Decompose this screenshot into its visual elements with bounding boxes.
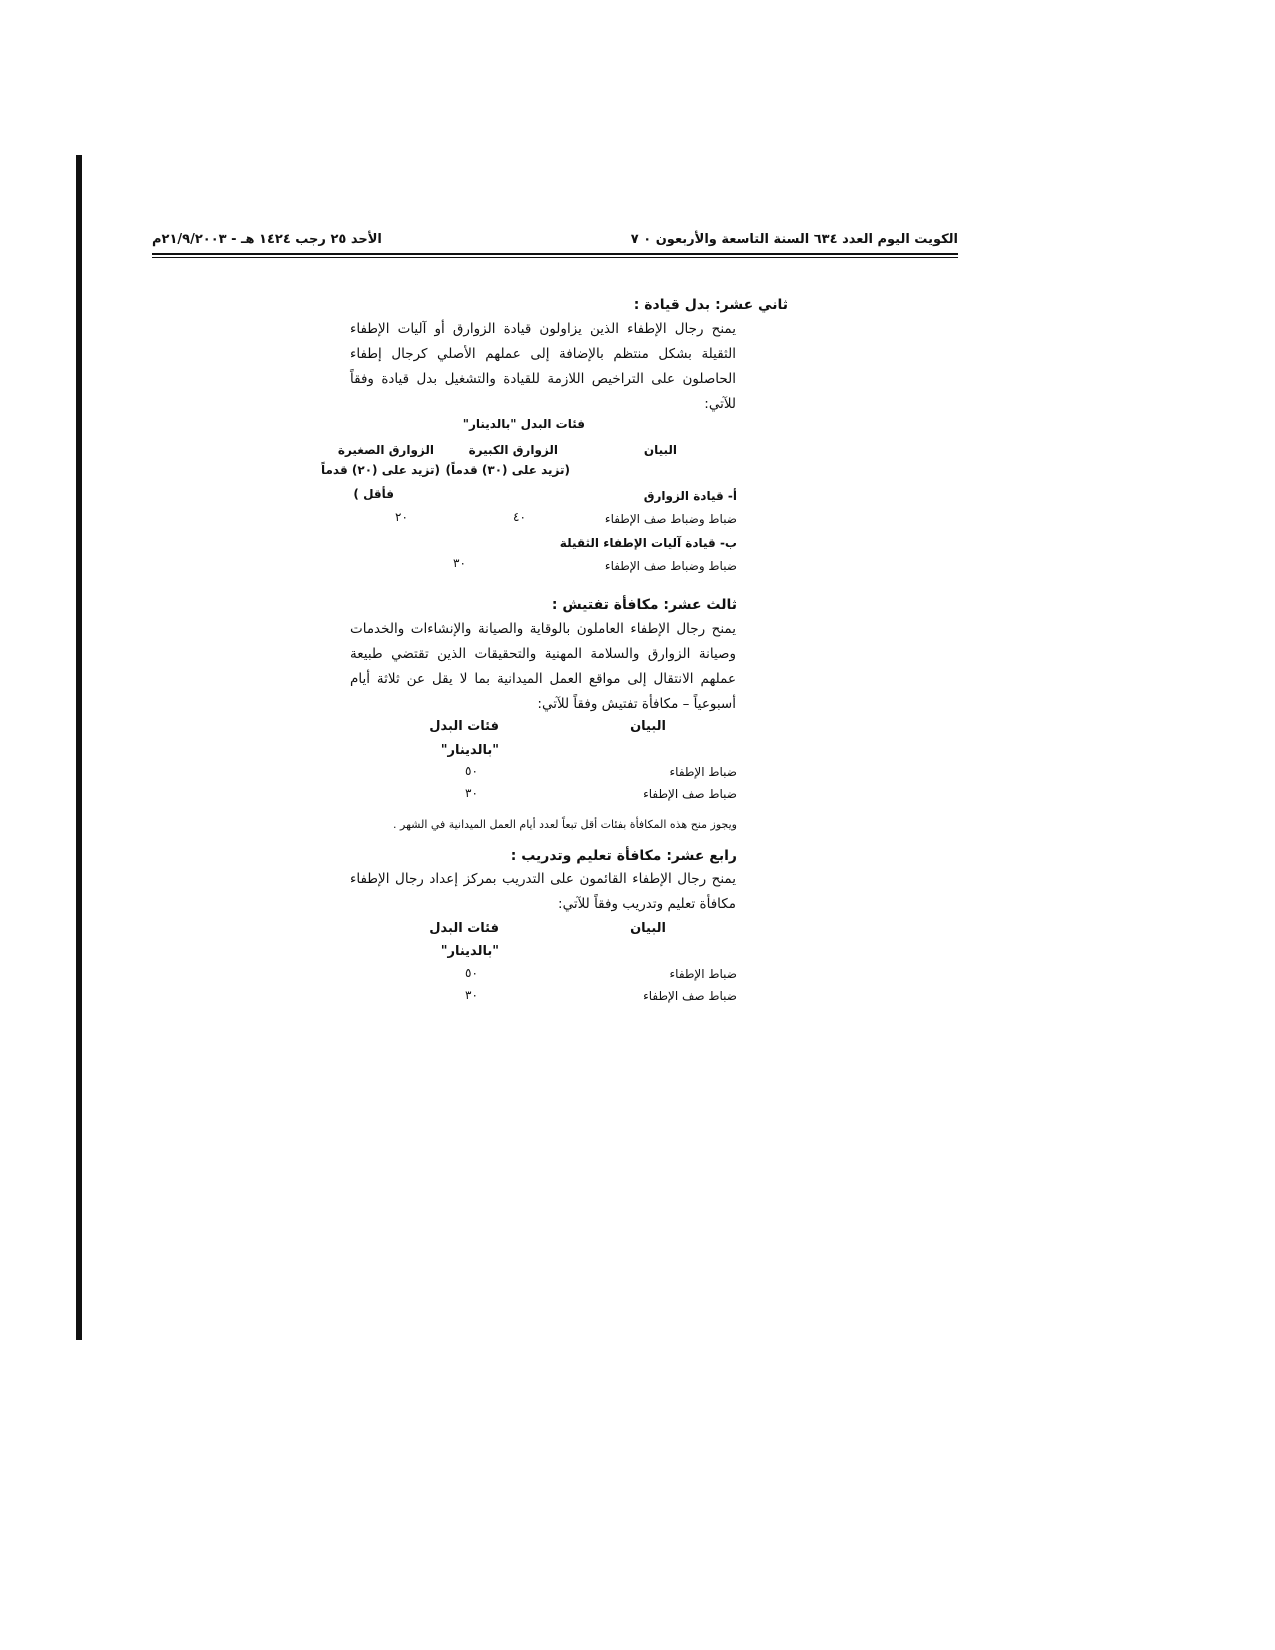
header-date: الأحد ٢٥ رجب ١٤٢٤ هـ - ٢١/٩/٢٠٠٣م [152, 232, 382, 247]
s12-col-small-sub: (تزيد على (٢٠) قدماً [320, 463, 440, 477]
s13-col-value-unit: "بالدينار" [440, 743, 499, 758]
s12-col-item: البيان [643, 443, 677, 457]
s13-row1-label: ضباط الإطفاء [669, 765, 737, 779]
s13-row1-value: ٥٠ [465, 764, 478, 778]
s14-row1-label: ضباط الإطفاء [669, 967, 737, 981]
section-13-paragraph: يمنح رجال الإطفاء العاملون بالوقاية والصيانة والإنشاءات والخدمات وصيانة الزوارق والسلامة المهنية والتحقيقات الذين تقتضي طبيعة عملهم الانتقال إلى مواقع العمل الميدانية بما لا يقل عن ثلاثة أيام أسبوعياً – مكافأة تفتيش وفقاً للآتي: [350, 621, 736, 712]
s13-col-item: البيان [630, 719, 666, 734]
s14-col-value-unit: "بالدينار" [440, 944, 499, 959]
section-14-title: رابع عشر: مكافأة تعليم وتدريب : [510, 848, 737, 864]
s14-row2-label: ضباط صف الإطفاء [643, 989, 737, 1003]
s12-row-b-value: ٣٠ [453, 556, 466, 570]
section-12-title: ثاني عشر: بدل قيادة : [633, 297, 788, 313]
s14-col-item: البيان [630, 921, 666, 936]
s12-col-large-sub: (تزيد على (٣٠) قدماً) [445, 463, 570, 477]
s13-row2-value: ٣٠ [465, 786, 478, 800]
s12-table-title: فئات البدل "بالدينار" [462, 417, 585, 431]
s12-group-a: أ- قيادة الزوارق [643, 489, 737, 503]
s13-note: ويجوز منح هذه المكافأة بفئات أقل تبعاً لعدد أيام العمل الميدانية في الشهر . [393, 818, 737, 831]
s12-col-small: الزوارق الصغيرة [337, 443, 434, 457]
s14-col-value: فئات البدل [429, 921, 499, 936]
s12-row-a-large: ٤٠ [513, 510, 526, 524]
header-rule [152, 253, 958, 255]
s12-col-small-sub2: فأقل ) [353, 487, 394, 501]
header-publication: الكويت اليوم العدد ٦٣٤ السنة التاسعة والأربعون ٠ ٧ [630, 232, 958, 247]
header-rule-thin [152, 257, 958, 258]
section-13-title: ثالث عشر: مكافأة تفتيش : [551, 597, 737, 613]
s12-row-b-label: ضباط وضباط صف الإطفاء [604, 559, 737, 573]
s12-col-large: الزوارق الكبيرة [468, 443, 558, 457]
s14-row2-value: ٣٠ [465, 988, 478, 1002]
s14-row1-value: ٥٠ [465, 966, 478, 980]
s12-row-a-label: ضباط وضباط صف الإطفاء [604, 512, 737, 526]
section-12-paragraph: يمنح رجال الإطفاء الذين يزاولون قيادة الزوارق أو آليات الإطفاء الثقيلة بشكل منتظم بالإضافة إلى عملهم الأصلي كرجال إطفاء الحاصلون على التراخيص اللازمة للقيادة والتشغيل بدل قيادة وفقاً للآتي: [350, 321, 736, 412]
scan-edge-bar [76, 155, 82, 1340]
section-14-paragraph: يمنح رجال الإطفاء القائمون على التدريب بمركز إعداد رجال الإطفاء مكافأة تعليم وتدريب وفقاً للآتي: [350, 871, 736, 912]
s12-row-a-small: ٢٠ [395, 510, 408, 524]
s13-row2-label: ضباط صف الإطفاء [643, 787, 737, 801]
s12-group-b: ب- قيادة آليات الإطفاء الثقيلة [559, 536, 737, 550]
s13-col-value: فئات البدل [429, 719, 499, 734]
